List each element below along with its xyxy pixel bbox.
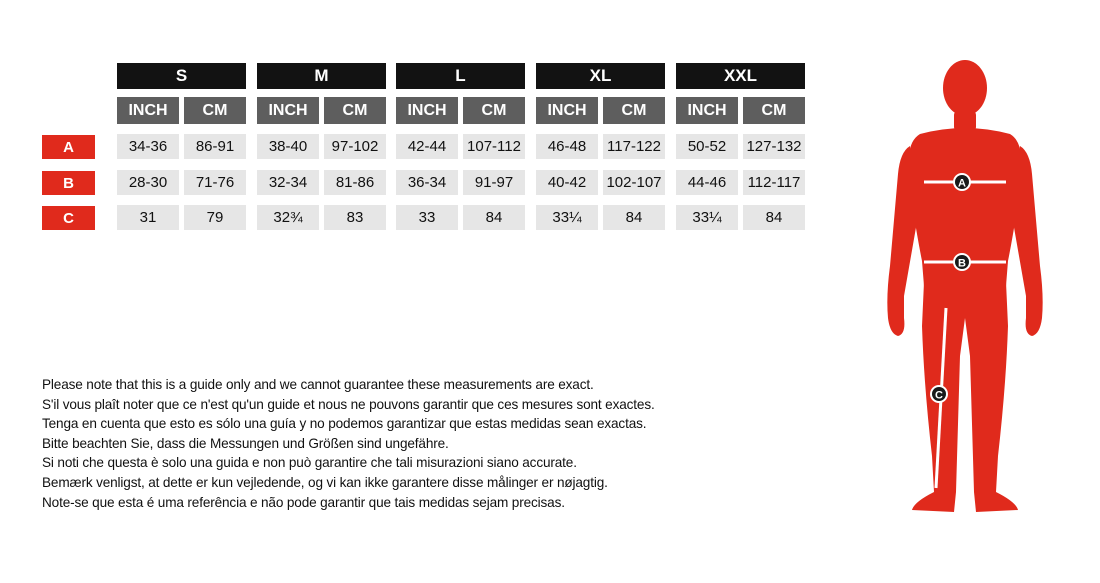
unit-cm-xxl: CM (743, 97, 805, 124)
cell-xl-c-cm: 84 (603, 205, 665, 230)
note-german: Bitte beachten Sie, dass die Messungen und Größen sind ungefähre. (42, 435, 449, 451)
unit-cm-s: CM (184, 97, 246, 124)
cell-l-a-inch: 42-44 (396, 134, 458, 159)
cell-l-b-cm: 91-97 (463, 170, 525, 195)
cell-xxl-c-inch: 33¼ (676, 205, 738, 230)
cell-m-b-cm: 81-86 (324, 170, 386, 195)
legs-shape (912, 282, 1018, 512)
cell-l-a-cm: 107-112 (463, 134, 525, 159)
cell-m-b-inch: 32-34 (257, 170, 319, 195)
row-label-a: A (42, 135, 95, 159)
cell-s-c-cm: 79 (184, 205, 246, 230)
marker-a-icon (953, 173, 971, 191)
unit-cm-m: CM (324, 97, 386, 124)
cell-m-a-inch: 38-40 (257, 134, 319, 159)
disclaimer-notes (42, 375, 832, 512)
note-portuguese: Note-se que esta é uma referência e não pode garantir que tais medidas sejam precisas. (42, 494, 565, 510)
row-label-b: B (42, 171, 95, 195)
body-measurement-figure (880, 56, 1050, 521)
note-danish: Bemærk venligst, at dette er kun vejledende, og vi kan ikke garantere disse målinger er nøjagtig. (42, 474, 608, 490)
marker-b-icon (953, 253, 971, 271)
cell-m-c-inch: 32¾ (257, 205, 319, 230)
row-label-c: C (42, 206, 95, 230)
unit-inch-l: INCH (396, 97, 458, 124)
cell-s-a-inch: 34-36 (117, 134, 179, 159)
marker-a-label: A (958, 177, 966, 190)
cell-l-c-cm: 84 (463, 205, 525, 230)
cell-l-b-inch: 36-34 (396, 170, 458, 195)
cell-xxl-b-cm: 112-117 (743, 170, 805, 195)
size-header-xl: XL (536, 63, 665, 89)
head-shape (943, 60, 987, 116)
cell-m-a-cm: 97-102 (324, 134, 386, 159)
unit-inch-xxl: INCH (676, 97, 738, 124)
note-french: S'il vous plaît noter que ce n'est qu'un guide et nous ne pouvons garantir que ces mesures sont exactes. (42, 396, 655, 412)
cell-xl-b-cm: 102-107 (603, 170, 665, 195)
cell-xl-a-inch: 46-48 (536, 134, 598, 159)
cell-xxl-a-cm: 127-132 (743, 134, 805, 159)
body-silhouette (887, 60, 1042, 512)
cell-xxl-c-cm: 84 (743, 205, 805, 230)
cell-m-c-cm: 83 (324, 205, 386, 230)
size-header-xxl: XXL (676, 63, 805, 89)
unit-inch-s: INCH (117, 97, 179, 124)
note-english: Please note that this is a guide only and we cannot guarantee these measurements are exact. (42, 377, 594, 392)
cell-xl-b-inch: 40-42 (536, 170, 598, 195)
cell-xxl-b-inch: 44-46 (676, 170, 738, 195)
cell-xl-c-inch: 33¼ (536, 205, 598, 230)
size-header-s: S (117, 63, 246, 89)
cell-s-c-inch: 31 (117, 205, 179, 230)
marker-c-label: C (935, 389, 943, 402)
cell-l-c-inch: 33 (396, 205, 458, 230)
cell-xl-a-cm: 117-122 (603, 134, 665, 159)
unit-inch-xl: INCH (536, 97, 598, 124)
size-header-m: M (257, 63, 386, 89)
unit-cm-xl: CM (603, 97, 665, 124)
cell-s-a-cm: 86-91 (184, 134, 246, 159)
unit-inch-m: INCH (257, 97, 319, 124)
note-italian: Si noti che questa è solo una guida e non può garantire che tali misurazioni siano accurate. (42, 455, 577, 471)
marker-c-icon (930, 385, 948, 403)
note-spanish: Tenga en cuenta que esto es sólo una guía y no podemos garantizar que estas medidas sean exactas. (42, 416, 647, 432)
cell-s-b-cm: 71-76 (184, 170, 246, 195)
unit-cm-l: CM (463, 97, 525, 124)
marker-b-label: B (958, 257, 966, 270)
cell-xxl-a-inch: 50-52 (676, 134, 738, 159)
size-header-l: L (396, 63, 525, 89)
cell-s-b-inch: 28-30 (117, 170, 179, 195)
